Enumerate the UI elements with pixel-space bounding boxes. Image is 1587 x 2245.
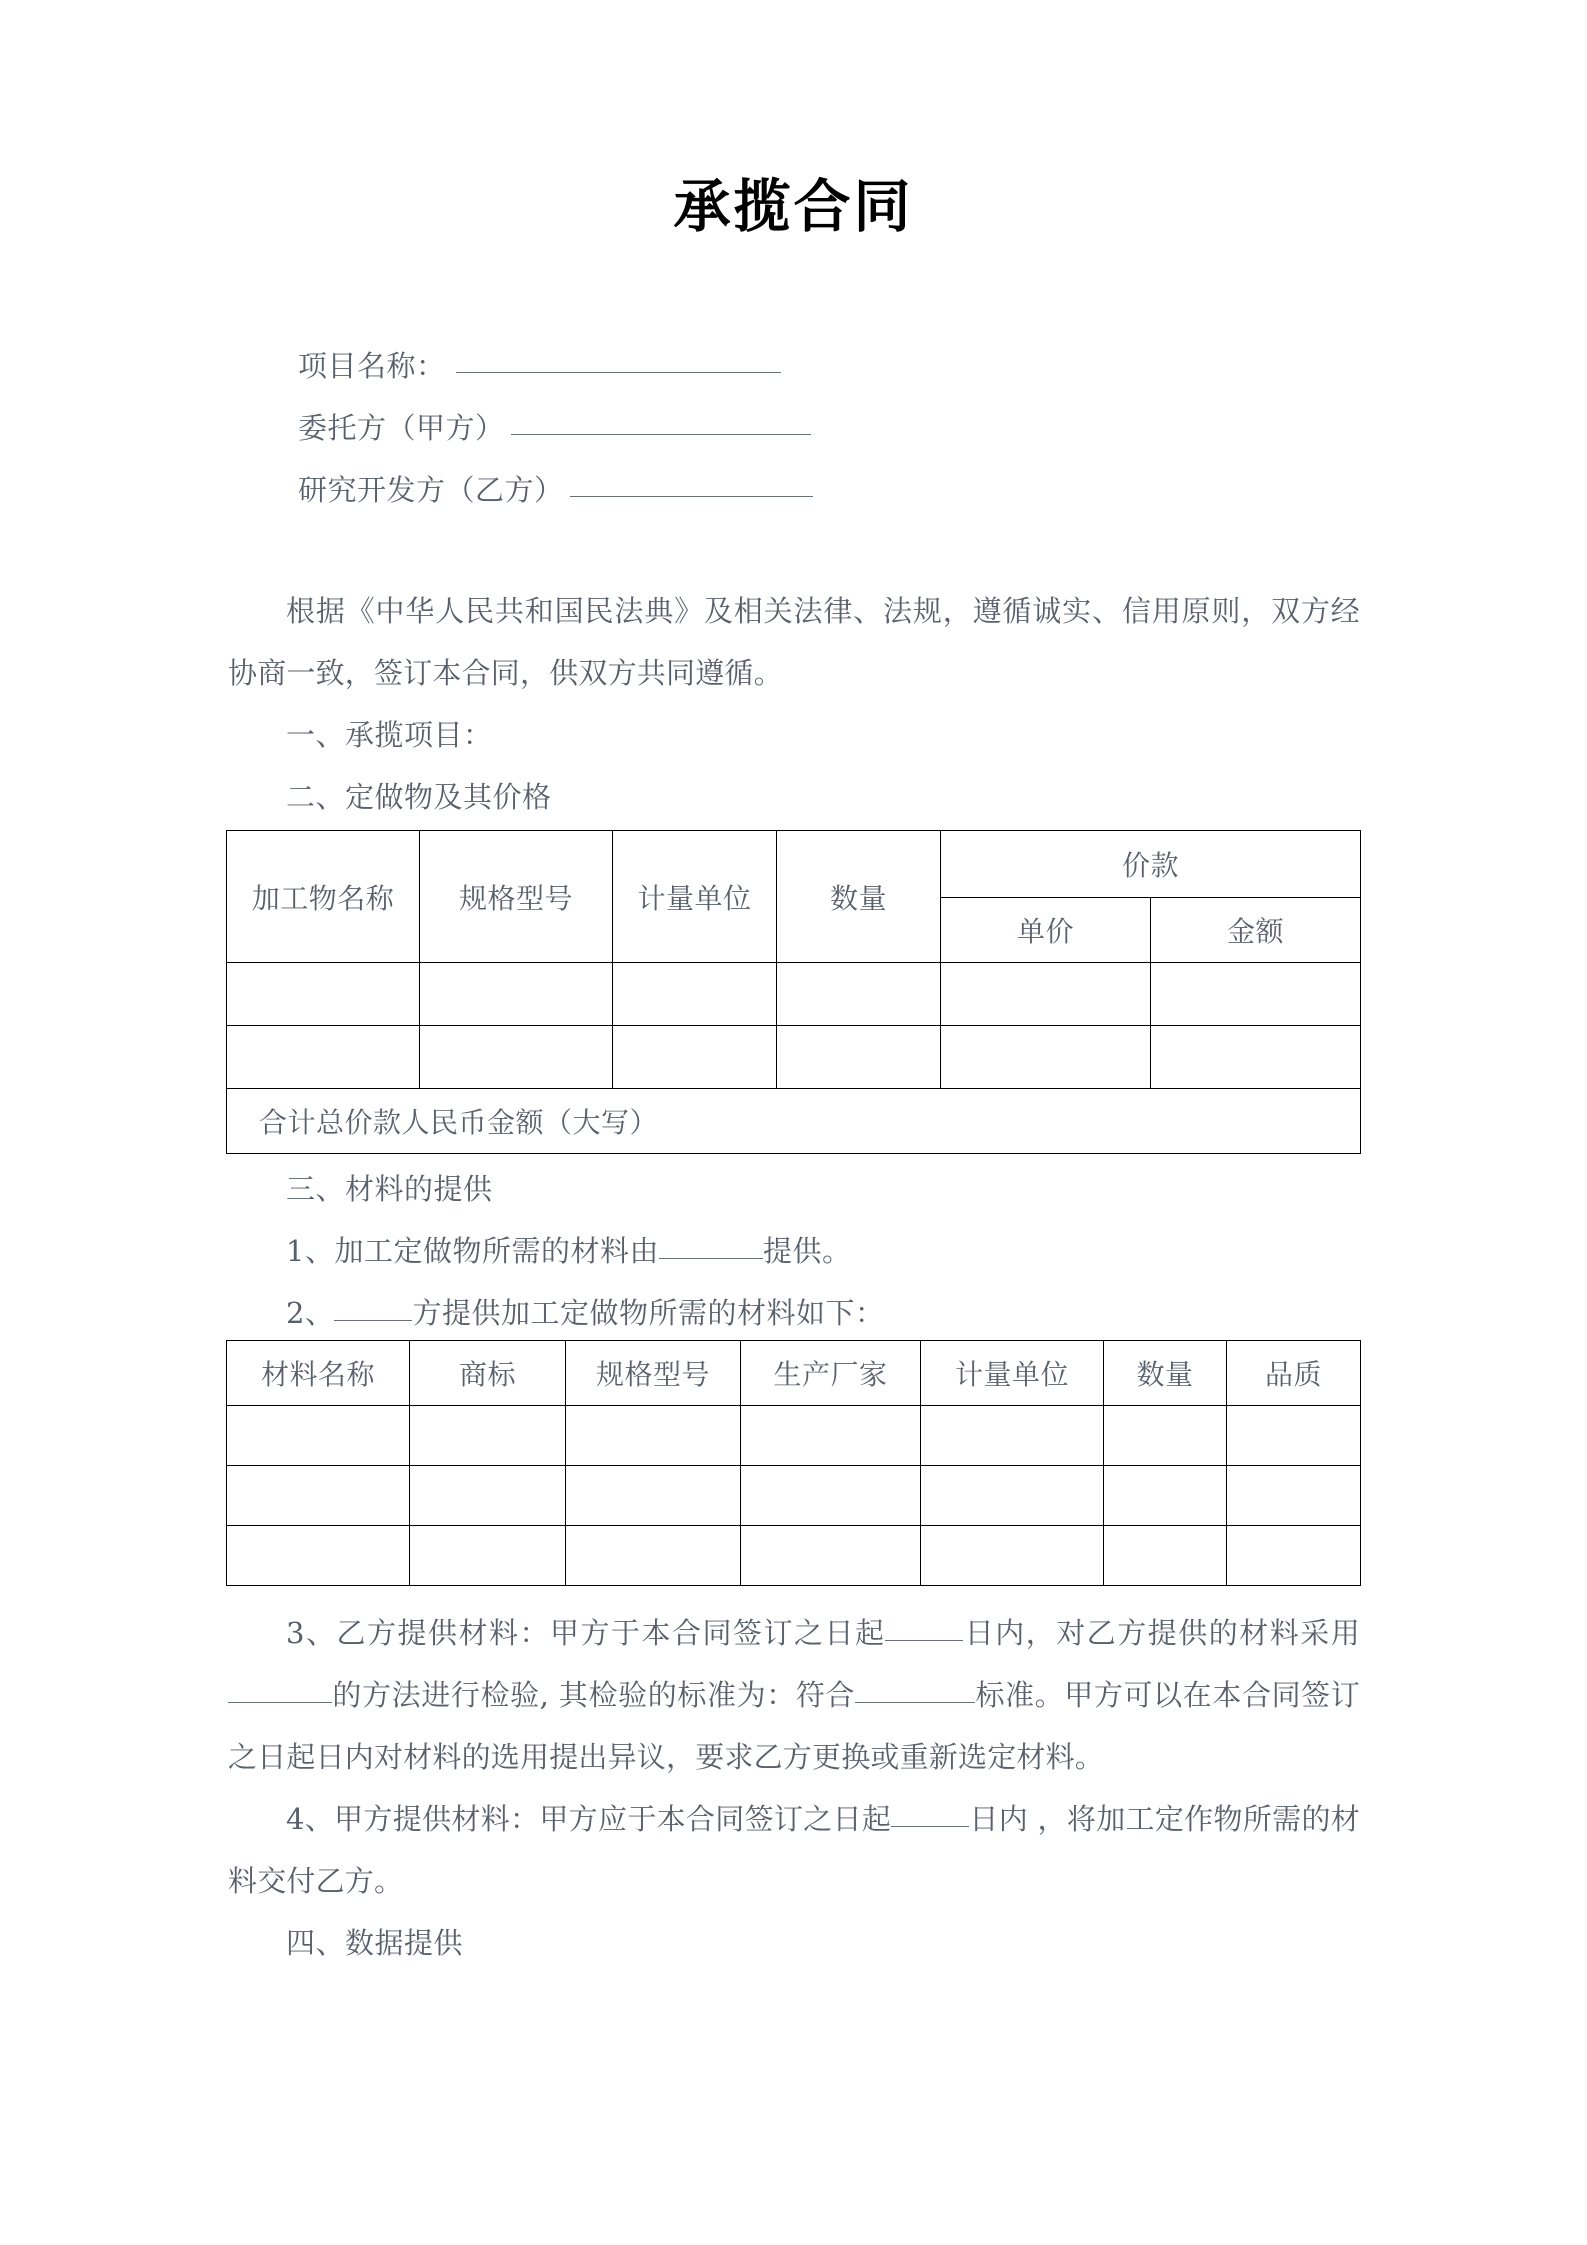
cell-goods-qty[interactable] <box>777 963 941 1026</box>
cell-material-spec[interactable] <box>566 1526 741 1586</box>
materials-table <box>226 1340 1361 1586</box>
field-party-a-input-rule[interactable] <box>511 433 811 435</box>
cell-material-spec[interactable] <box>566 1406 741 1466</box>
table-row-footer <box>227 1089 1361 1154</box>
cell-material-quality[interactable] <box>1227 1406 1361 1466</box>
header-material-qty: 数量 <box>1104 1341 1227 1406</box>
section-4-block <box>228 1912 1360 1974</box>
cell-material-qty[interactable] <box>1104 1466 1227 1526</box>
cell-material-maker[interactable] <box>741 1466 921 1526</box>
cell-goods-amount[interactable] <box>1151 1026 1361 1089</box>
cell-material-name[interactable] <box>227 1406 410 1466</box>
clause-3-item-3 <box>228 1602 1360 1788</box>
clause-3-item-3-blank-3[interactable] <box>855 1702 975 1703</box>
field-project-name-input-rule[interactable] <box>456 371 781 373</box>
cell-material-name[interactable] <box>227 1526 410 1586</box>
preamble-paragraph: 根据《中华人民共和国民法典》及相关法律、法规，遵循诚实、信用原则，双方经协商一致，签订本合同，供双方共同遵循。 <box>228 594 1360 690</box>
cell-material-unit[interactable] <box>921 1406 1104 1466</box>
contract-header-fields <box>298 344 998 530</box>
clause-3-item-4-paragraph <box>228 1788 1360 1912</box>
clause-3-item-4-part2: 日内 ，将加工定作物所需的材料交付乙方。 <box>228 1802 1360 1898</box>
cell-material-maker[interactable] <box>741 1406 921 1466</box>
goods-total-label: 合计总价款人民币金额（大写） <box>227 1089 1361 1154</box>
header-goods-name: 加工物名称 <box>227 831 420 963</box>
field-project-name <box>298 344 998 406</box>
clause-3-item-1-blank[interactable] <box>659 1258 763 1259</box>
section-3-heading: 三、材料的提供 <box>286 1172 493 1206</box>
cell-goods-amount[interactable] <box>1151 963 1361 1026</box>
header-goods-spec: 规格型号 <box>420 831 613 963</box>
cell-material-unit[interactable] <box>921 1466 1104 1526</box>
goods-price-table <box>226 830 1361 1154</box>
field-party-b <box>298 468 998 530</box>
section-2-heading: 二、定做物及其价格 <box>286 780 552 814</box>
cell-material-brand[interactable] <box>410 1466 566 1526</box>
clause-3-item-3-paragraph <box>228 1602 1360 1788</box>
section-3-block <box>228 1158 1360 1220</box>
table-row <box>227 963 1361 1026</box>
clause-3-item-3-blank-2[interactable] <box>228 1702 332 1703</box>
field-party-b-label: 研究开发方（乙方） <box>298 473 564 507</box>
table-row <box>227 1466 1361 1526</box>
clause-3-item-3-blank-1[interactable] <box>885 1640 963 1641</box>
clause-3-item-2-line <box>228 1282 1360 1344</box>
clause-3-item-3-part1: 3、乙方提供材料：甲方于本合同签订之日起 <box>286 1616 886 1650</box>
clause-3-item-4-part1: 4、甲方提供材料：甲方应于本合同签订之日起 <box>286 1802 892 1836</box>
header-material-quality: 品质 <box>1227 1341 1361 1406</box>
table-row-header <box>227 831 1361 898</box>
cell-goods-qty[interactable] <box>777 1026 941 1089</box>
header-material-spec: 规格型号 <box>566 1341 741 1406</box>
clause-3-item-2-pre: 2、 <box>286 1296 335 1330</box>
page-title: 承揽合同 <box>673 173 914 240</box>
clause-3-item-3-part4: 标准。甲方可以在本合同签订之日起日内对材料的选用提出异议，要求乙方更换或重新选定材料。 <box>228 1678 1360 1774</box>
header-goods-qty: 数量 <box>777 831 941 963</box>
section-1-block <box>228 704 1360 766</box>
section-4-heading: 四、数据提供 <box>286 1926 464 1960</box>
preamble-block <box>228 580 1360 704</box>
cell-material-brand[interactable] <box>410 1526 566 1586</box>
clause-3-item-3-part2: 日内，对乙方提供的材料采用 <box>963 1616 1360 1650</box>
cell-material-qty[interactable] <box>1104 1406 1227 1466</box>
header-material-maker: 生产厂家 <box>741 1341 921 1406</box>
cell-goods-spec[interactable] <box>420 1026 613 1089</box>
header-goods-unit: 计量单位 <box>613 831 777 963</box>
clause-3-item-3-part3: 的方法进行检验, 其检验的标准为：符合 <box>332 1678 856 1712</box>
cell-material-brand[interactable] <box>410 1406 566 1466</box>
clause-3-item-1-post: 提供。 <box>762 1234 852 1268</box>
cell-material-qty[interactable] <box>1104 1526 1227 1586</box>
cell-material-name[interactable] <box>227 1466 410 1526</box>
table-row <box>227 1526 1361 1586</box>
section-1-heading: 一、承揽项目： <box>286 718 493 752</box>
field-party-a <box>298 406 998 468</box>
clause-3-item-4-blank[interactable] <box>891 1826 969 1827</box>
clause-3-item-2-blank[interactable] <box>334 1320 412 1321</box>
cell-goods-unit[interactable] <box>613 1026 777 1089</box>
cell-material-quality[interactable] <box>1227 1526 1361 1586</box>
cell-goods-name[interactable] <box>227 1026 420 1089</box>
cell-goods-unit[interactable] <box>613 963 777 1026</box>
cell-goods-unit-price[interactable] <box>941 1026 1151 1089</box>
field-party-a-label: 委托方（甲方） <box>298 411 505 445</box>
cell-material-quality[interactable] <box>1227 1466 1361 1526</box>
field-project-name-label: 项目名称： <box>298 349 446 383</box>
section-2-block <box>228 766 1360 828</box>
clause-3-item-1-pre: 1、加工定做物所需的材料由 <box>286 1234 659 1268</box>
header-material-unit: 计量单位 <box>921 1341 1104 1406</box>
header-goods-price: 价款 <box>941 831 1361 898</box>
header-goods-unit-price: 单价 <box>941 898 1151 963</box>
field-party-b-input-rule[interactable] <box>570 495 813 497</box>
header-material-brand: 商标 <box>410 1341 566 1406</box>
cell-material-unit[interactable] <box>921 1526 1104 1586</box>
cell-material-spec[interactable] <box>566 1466 741 1526</box>
header-goods-amount: 金额 <box>1151 898 1361 963</box>
clause-3-item-2 <box>228 1282 1360 1344</box>
table-row <box>227 1026 1361 1089</box>
clause-3-item-4 <box>228 1788 1360 1912</box>
clause-3-item-1-line <box>228 1220 1360 1282</box>
clause-3-item-2-post: 方提供加工定做物所需的材料如下： <box>412 1296 885 1330</box>
cell-material-maker[interactable] <box>741 1526 921 1586</box>
table-row <box>227 1406 1361 1466</box>
table-row-header <box>227 1341 1361 1406</box>
cell-goods-unit-price[interactable] <box>941 963 1151 1026</box>
cell-goods-name[interactable] <box>227 963 420 1026</box>
header-material-name: 材料名称 <box>227 1341 410 1406</box>
cell-goods-spec[interactable] <box>420 963 613 1026</box>
clause-3-item-1 <box>228 1220 1360 1282</box>
